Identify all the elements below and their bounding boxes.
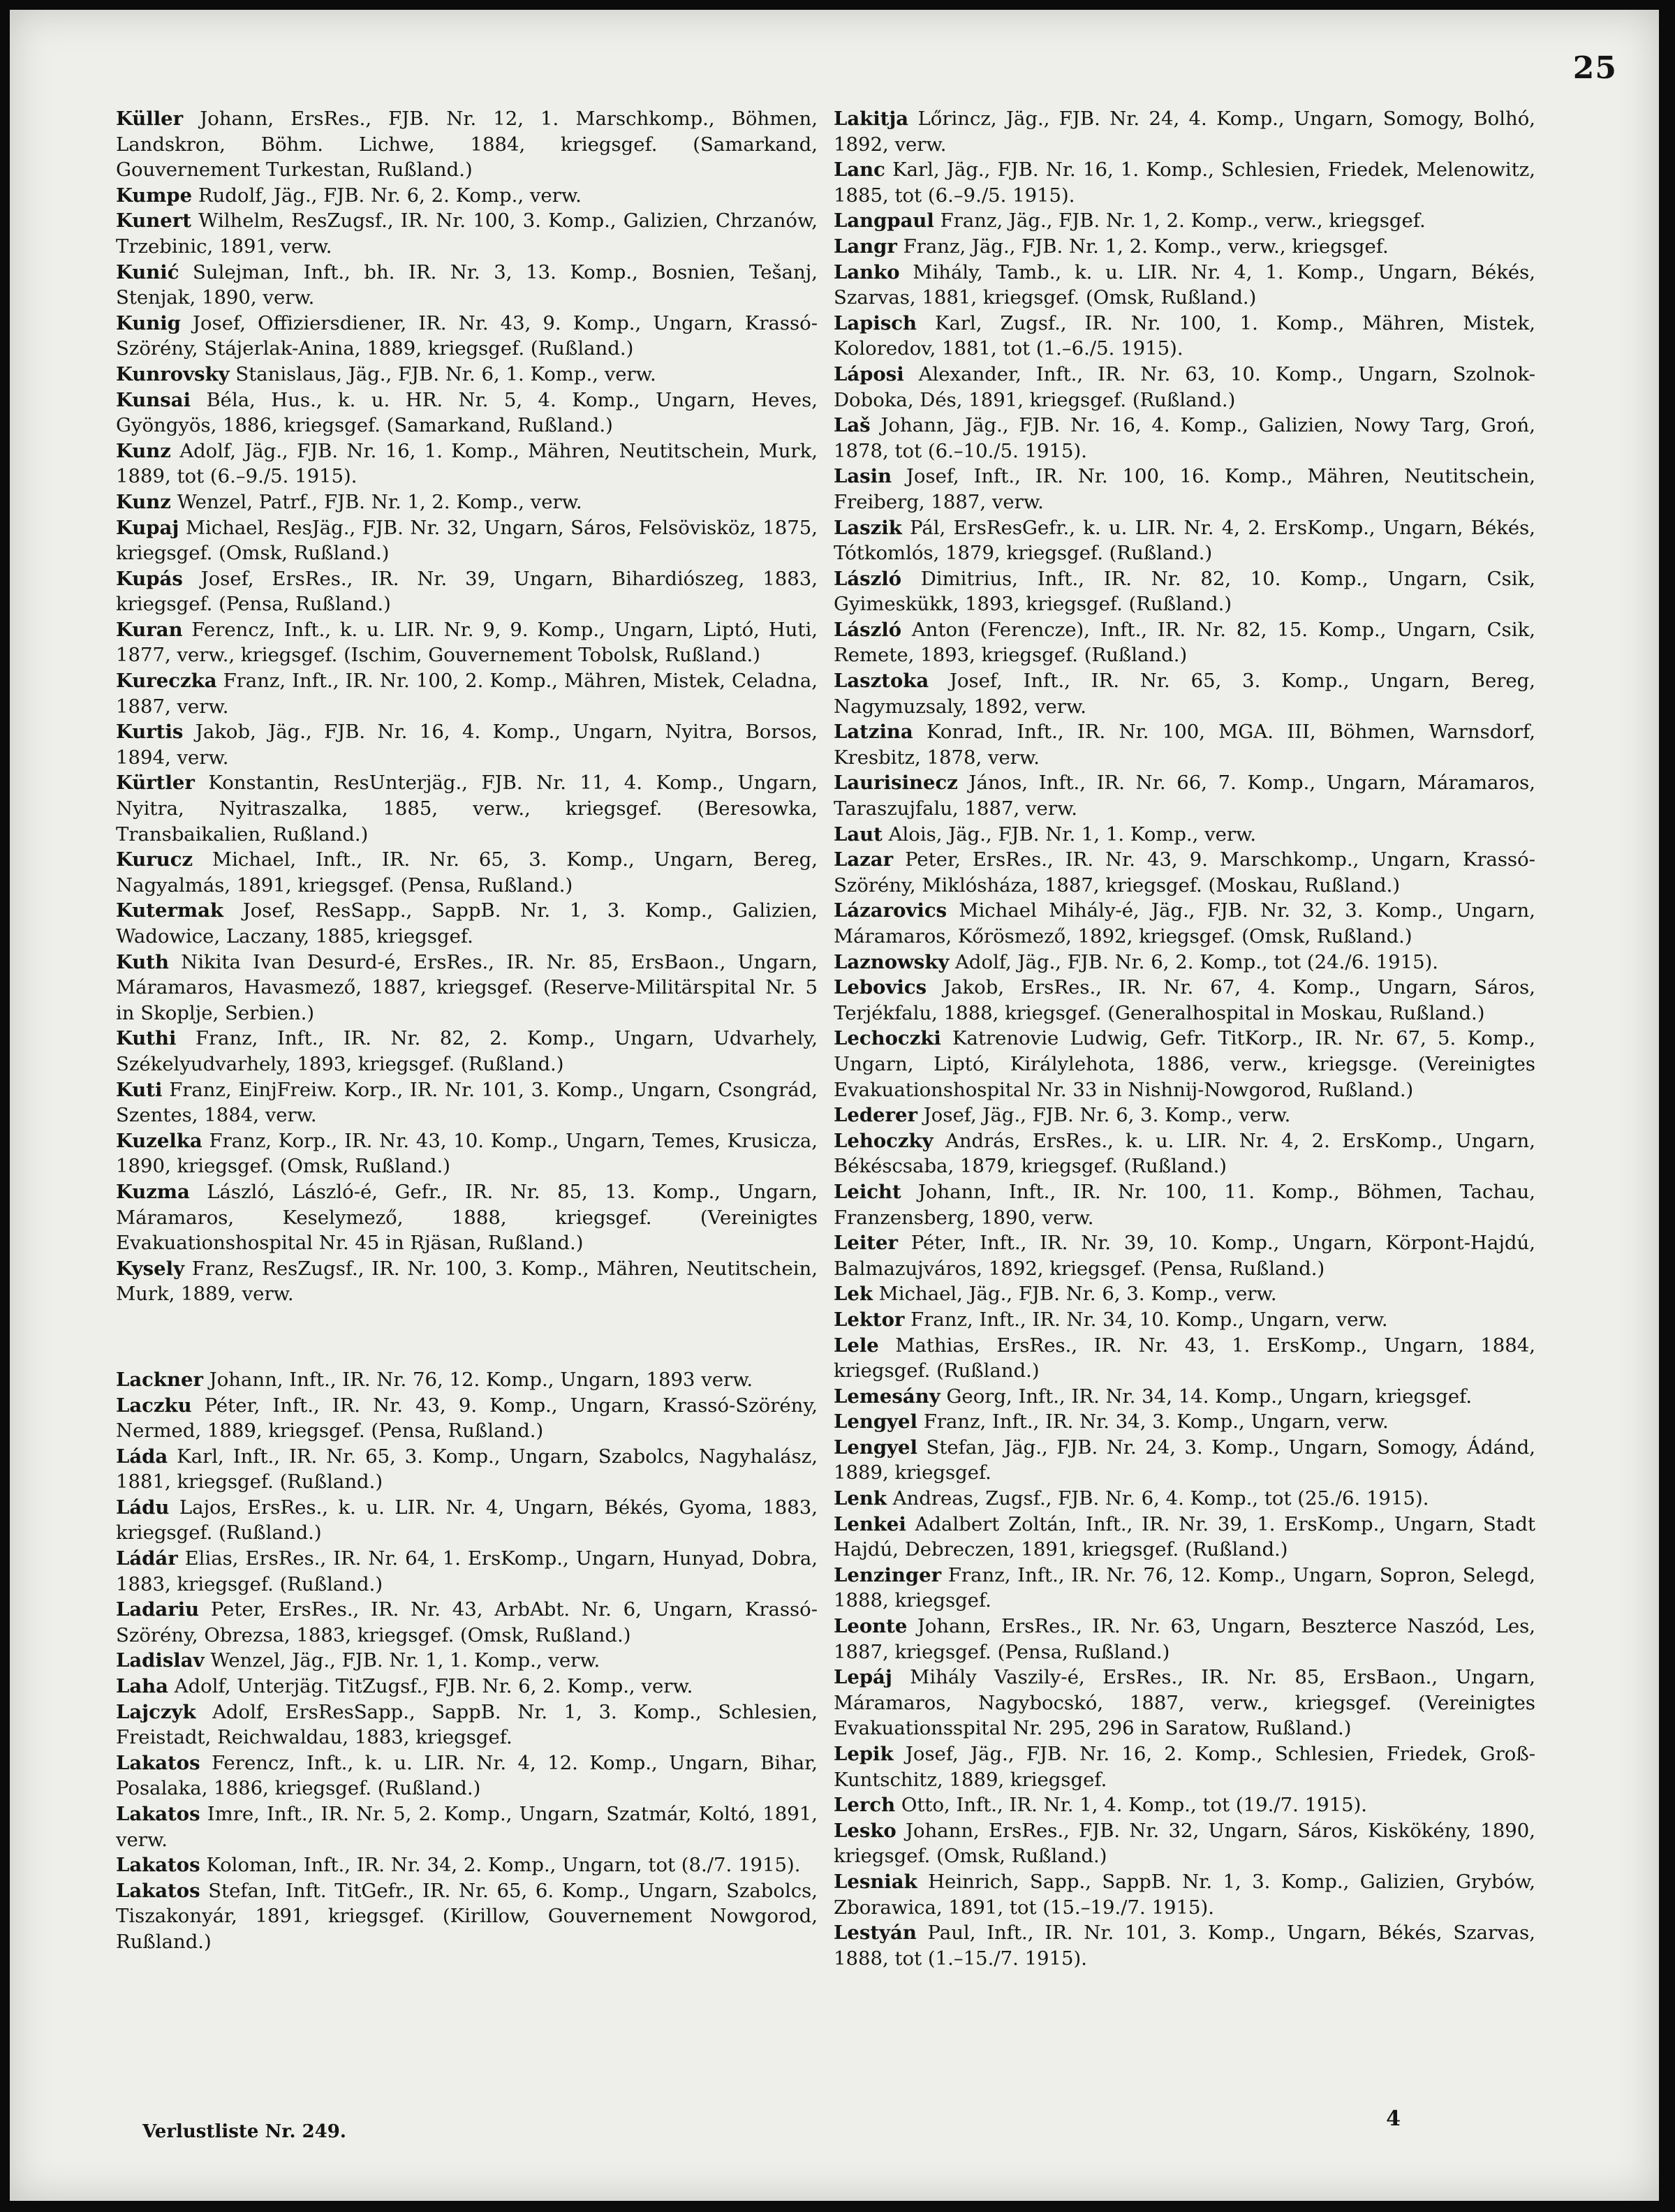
entry-details: Adolf, Unterjäg. TitZugsf., FJB. Nr. 6, 2. Komp., verw. bbox=[174, 1675, 693, 1698]
casualty-entry bbox=[116, 183, 818, 209]
entry-details: Pál, ErsResGefr., k. u. LIR. Nr. 4, 2. ErsKomp., Ungarn, Békés, Tótkomlós, 1879, kriegsgef. (Rußland.) bbox=[834, 516, 1535, 565]
entry-surname: Lesko bbox=[834, 1819, 896, 1842]
entry-details: Franz, Inft., IR. Nr. 34, 3. Komp., Ungarn, verw. bbox=[923, 1410, 1389, 1433]
entry-details: Heinrich, Sapp., SappB. Nr. 1, 3. Komp., Galizien, Grybów, Zborawica, 1891, tot (15.–19./7. 1915). bbox=[834, 1870, 1535, 1919]
casualty-entry bbox=[834, 234, 1535, 260]
casualty-entry bbox=[116, 1444, 818, 1495]
entry-surname: Lek bbox=[834, 1283, 873, 1306]
casualty-entry bbox=[116, 106, 818, 183]
entry-surname: Láposi bbox=[834, 362, 904, 385]
entry-surname: Kuthi bbox=[116, 1027, 177, 1050]
casualty-entry bbox=[834, 1741, 1535, 1792]
casualty-entry bbox=[834, 1307, 1535, 1333]
entry-details: Péter, Inft., IR. Nr. 39, 10. Komp., Ungarn, Körpont-Hajdú, Balmazujváros, 1892, kriegsgef. (Pensa, Rußland.) bbox=[834, 1232, 1535, 1280]
entry-surname: Kuth bbox=[116, 950, 169, 973]
casualty-entry bbox=[116, 617, 818, 668]
entry-details: Stefan, Jäg., FJB. Nr. 24, 3. Komp., Ungarn, Somogy, Ádánd, 1889, kriegsgef. bbox=[834, 1436, 1535, 1484]
entry-surname: Ládu bbox=[116, 1496, 170, 1519]
entry-details: András, ErsRes., k. u. LIR. Nr. 4, 2. ErsKomp., Ungarn, Békéscsaba, 1879, kriegsgef. (Rußland.) bbox=[834, 1129, 1536, 1178]
casualty-entry bbox=[116, 1648, 818, 1674]
casualty-entry bbox=[834, 260, 1535, 311]
entry-details: Lajos, ErsRes., k. u. LIR. Nr. 4, Ungarn, Békés, Gyoma, 1883, kriegsgef. (Rußland.) bbox=[116, 1496, 818, 1544]
casualty-entry bbox=[834, 311, 1535, 362]
entry-surname: Ladislav bbox=[116, 1649, 205, 1672]
casualty-entry bbox=[834, 208, 1535, 234]
entry-details: Georg, Inft., IR. Nr. 34, 14. Komp., Ungarn, kriegsgef. bbox=[946, 1385, 1473, 1408]
entry-details: Karl, Jäg., FJB. Nr. 16, 1. Komp., Schlesien, Friedek, Melenowitz, 1885, tot (6.–9./5. 1915). bbox=[834, 158, 1535, 207]
casualty-entry bbox=[834, 1818, 1535, 1869]
entry-surname: Kumpe bbox=[116, 184, 193, 207]
entry-surname: Kuti bbox=[116, 1078, 163, 1101]
entry-surname: Kureczka bbox=[116, 670, 217, 693]
casualty-entry bbox=[834, 1103, 1535, 1128]
entry-details: Stefan, Inft. TitGefr., IR. Nr. 65, 6. Komp., Ungarn, Szabolcs, Tiszakonyár, 1891, kriegsgef. (Kirillow, Gouvernement Nowgorod, Rußland.) bbox=[116, 1879, 818, 1953]
entry-surname: Kürtler bbox=[116, 772, 195, 795]
casualty-entry bbox=[834, 950, 1535, 975]
entry-surname: Lakitja bbox=[834, 108, 909, 130]
casualty-entry bbox=[116, 1128, 818, 1179]
section-gap bbox=[116, 1307, 818, 1367]
entry-details: Péter, Inft., IR. Nr. 43, 9. Komp., Ungarn, Krassó-Szörény, Nermed, 1889, kriegsgef. (Pensa, Rußland.) bbox=[116, 1394, 818, 1443]
entry-details: Andreas, Zugsf., FJB. Nr. 6, 4. Komp., tot (25./6. 1915). bbox=[892, 1487, 1429, 1510]
entry-details: Adolf, Jäg., FJB. Nr. 16, 1. Komp., Mähren, Neutitschein, Murk, 1889, tot (6.–9./5. 1915). bbox=[116, 439, 818, 488]
casualty-entry bbox=[834, 515, 1535, 566]
casualty-entry bbox=[834, 1614, 1535, 1665]
entry-details: Peter, ErsRes., IR. Nr. 43, 9. Marschkomp., Ungarn, Krassó-Szörény, Miklósháza, 1887, kriegsgef. (Moskau, Rußland.) bbox=[834, 848, 1535, 897]
entry-details: Johann, Inft., IR. Nr. 100, 11. Komp., Böhmen, Tachau, Franzensberg, 1890, verw. bbox=[834, 1180, 1535, 1229]
entry-details: Otto, Inft., IR. Nr. 1, 4. Komp., tot (19./7. 1915). bbox=[901, 1794, 1368, 1817]
casualty-entry bbox=[834, 106, 1535, 157]
entry-surname: Lengyel bbox=[834, 1410, 917, 1433]
entry-surname: Lazar bbox=[834, 848, 894, 871]
casualty-entry bbox=[116, 950, 818, 1026]
entry-details: Michael, ResJäg., FJB. Nr. 32, Ungarn, Sáros, Felsövisköz, 1875, kriegsgef. (Omsk, Rußland.) bbox=[116, 516, 818, 565]
entry-surname: Kupaj bbox=[116, 516, 179, 539]
entry-surname: Lakatos bbox=[116, 1803, 200, 1825]
entry-surname: Kupás bbox=[116, 567, 183, 590]
entry-details: Ferencz, Inft., k. u. LIR. Nr. 4, 12. Komp., Ungarn, Bihar, Posalaka, 1886, kriegsgef. (Rußland.) bbox=[116, 1751, 818, 1800]
entry-details: Franz, Inft., IR. Nr. 76, 12. Komp., Ungarn, Sopron, Selegd, 1888, kriegsgef. bbox=[834, 1563, 1535, 1612]
entry-details: Alexander, Inft., IR. Nr. 63, 10. Komp., Ungarn, Szolnok-Doboka, Dés, 1891, kriegsgef. (Rußland.) bbox=[834, 362, 1535, 411]
casualty-entry bbox=[116, 1674, 818, 1699]
entry-details: Franz, Inft., IR. Nr. 100, 2. Komp., Mähren, Mistek, Celadna, 1887, verw. bbox=[116, 670, 818, 718]
entry-surname: Lakatos bbox=[116, 1751, 200, 1774]
entry-details: Michael, Jäg., FJB. Nr. 6, 3. Komp., verw. bbox=[878, 1283, 1277, 1306]
entry-surname: Lepik bbox=[834, 1743, 894, 1765]
entry-details: Jakob, ErsRes., IR. Nr. 67, 4. Komp., Ungarn, Sáros, Terjékfalu, 1888, kriegsgef. (Generalhospital in Moskau, Rußland.) bbox=[834, 976, 1535, 1024]
entry-details: Franz, Inft., IR. Nr. 34, 10. Komp., Ungarn, verw. bbox=[910, 1308, 1388, 1331]
entry-details: Franz, Jäg., FJB. Nr. 1, 2. Komp., verw., kriegsgef. bbox=[940, 209, 1426, 233]
entry-details: Béla, Hus., k. u. HR. Nr. 5, 4. Komp., Ungarn, Heves, Gyöngyös, 1886, kriegsgef. (Samarkand, Rußland.) bbox=[116, 388, 818, 437]
entry-surname: Kuran bbox=[116, 618, 183, 641]
entry-details: Franz, EinjFreiw. Korp., IR. Nr. 101, 3. Komp., Ungarn, Csongrád, Szentes, 1884, verw. bbox=[116, 1078, 818, 1127]
casualty-entry bbox=[834, 1665, 1535, 1741]
entry-details: Elias, ErsRes., IR. Nr. 64, 1. ErsKomp., Ungarn, Hunyad, Dobra, 1883, kriegsgef. (Rußland.) bbox=[116, 1547, 818, 1595]
entry-surname: Lanc bbox=[834, 158, 885, 182]
entry-surname: Lapisch bbox=[834, 311, 917, 334]
entry-details: Josef, Jäg., FJB. Nr. 6, 3. Komp., verw. bbox=[923, 1104, 1291, 1127]
entry-surname: Lenk bbox=[834, 1487, 887, 1510]
entry-surname: Lehoczky bbox=[834, 1129, 934, 1152]
casualty-entry bbox=[116, 208, 818, 259]
entry-details: Adolf, ErsResSapp., SappB. Nr. 1, 3. Komp., Schlesien, Freistadt, Reichwaldau, 1883, kriegsgef. bbox=[116, 1700, 818, 1749]
entry-details: Franz, Inft., IR. Nr. 82, 2. Komp., Ungarn, Udvarhely, Székelyudvarhely, 1893, kriegsgef. (Rußland.) bbox=[116, 1027, 818, 1075]
entry-surname: Laut bbox=[834, 823, 883, 846]
casualty-entry bbox=[834, 719, 1535, 770]
entry-details: Johann, Jäg., FJB. Nr. 16, 4. Komp., Galizien, Nowy Targ, Groń, 1878, tot (6.–10./5. 1915). bbox=[834, 414, 1535, 462]
casualty-entry bbox=[834, 1435, 1535, 1486]
entry-details: Nikita Ivan Desurd-é, ErsRes., IR. Nr. 85, ErsBaon., Ungarn, Máramaros, Havasmező, 1887, kriegsgef. (Reserve-Militärspital Nr. 5 in Skoplje, Serbien.) bbox=[116, 950, 818, 1024]
entry-surname: Langpaul bbox=[834, 209, 934, 233]
entry-surname: Kutermak bbox=[116, 899, 223, 922]
casualty-entry bbox=[834, 617, 1535, 668]
casualty-entry bbox=[834, 1792, 1535, 1818]
entry-surname: Lasin bbox=[834, 465, 892, 488]
entry-details: Konrad, Inft., IR. Nr. 100, MGA. III, Böhmen, Warnsdorf, Kresbitz, 1878, verw. bbox=[834, 721, 1535, 769]
entry-details: Ferencz, Inft., k. u. LIR. Nr. 9, 9. Komp., Ungarn, Liptó, Huti, 1877, verw., kriegsgef. (Ischim, Gouvernement Tobolsk, Rußland.) bbox=[116, 618, 818, 667]
entry-surname: Kunić bbox=[116, 260, 179, 283]
entry-details: Wenzel, Jäg., FJB. Nr. 1, 1. Komp., verw. bbox=[210, 1649, 600, 1672]
casualty-entry bbox=[116, 898, 818, 949]
casualty-entry bbox=[834, 157, 1535, 208]
entry-details: Rudolf, Jäg., FJB. Nr. 6, 2. Komp., verw. bbox=[198, 184, 582, 207]
entry-surname: Leicht bbox=[834, 1180, 901, 1203]
entry-surname: Küller bbox=[116, 108, 184, 130]
casualty-entry bbox=[116, 1495, 818, 1546]
entry-surname: Lackner bbox=[116, 1368, 203, 1391]
entry-details: Wilhelm, ResZugsf., IR. Nr. 100, 3. Komp., Galizien, Chrzanów, Trzebinic, 1891, verw. bbox=[116, 209, 818, 258]
entry-details: Imre, Inft., IR. Nr. 5, 2. Komp., Ungarn, Szatmár, Koltó, 1891, verw. bbox=[116, 1803, 818, 1851]
entry-surname: Lasztoka bbox=[834, 670, 929, 693]
entry-details: Mihály Vaszily-é, ErsRes., IR. Nr. 85, ErsBaon., Ungarn, Máramaros, Nagybocskó, 1887, verw., kriegsgef. (Vereinigtes Evakuationsspital Nr. 295, 296 in Saratow, Rußland.) bbox=[834, 1666, 1535, 1740]
casualty-entry bbox=[116, 1546, 818, 1597]
casualty-entry bbox=[116, 566, 818, 617]
left-column bbox=[116, 106, 818, 1955]
casualty-entry bbox=[834, 1384, 1535, 1410]
entry-surname: Laszik bbox=[834, 516, 902, 539]
right-column bbox=[834, 106, 1535, 1971]
document-page bbox=[10, 10, 1659, 2201]
entry-details: János, Inft., IR. Nr. 66, 7. Komp., Ungarn, Máramaros, Taraszujfalu, 1887, verw. bbox=[834, 772, 1535, 820]
casualty-entry bbox=[116, 1699, 818, 1750]
entry-details: Anton (Ferencze), Inft., IR. Nr. 82, 15. Komp., Ungarn, Csik, Remete, 1893, kriegsgef. (Rußland.) bbox=[834, 618, 1535, 667]
entry-details: Franz, Jäg., FJB. Nr. 1, 2. Komp., verw., kriegsgef. bbox=[903, 235, 1389, 258]
entry-details: Josef, ErsRes., IR. Nr. 39, Ungarn, Bihardiószeg, 1883, kriegsgef. (Pensa, Rußland.) bbox=[116, 567, 818, 616]
casualty-entry bbox=[834, 1920, 1535, 1971]
entry-details: Sulejman, Inft., bh. IR. Nr. 3, 13. Komp., Bosnien, Tešanj, Stenjak, 1890, verw. bbox=[116, 260, 818, 309]
entry-details: Jakob, Jäg., FJB. Nr. 16, 4. Komp., Ungarn, Nyitra, Borsos, 1894, verw. bbox=[116, 721, 818, 769]
entry-details: Katrenovie Ludwig, Gefr. TitKorp., IR. Nr. 67, 5. Komp., Ungarn, Liptó, Királylehota, 1886, verw., kriegsge. (Vereinigtes Evakuationshospital Nr. 33 in Nishnij-Nowgorod, Rußland.) bbox=[834, 1027, 1535, 1101]
entry-surname: Laš bbox=[834, 414, 871, 437]
entry-details: Alois, Jäg., FJB. Nr. 1, 1. Komp., verw. bbox=[888, 823, 1257, 846]
casualty-entry bbox=[116, 1801, 818, 1852]
entry-details: Josef, Inft., IR. Nr. 100, 16. Komp., Mähren, Neutitschein, Freiberg, 1887, verw. bbox=[834, 465, 1535, 513]
page-number: 25 bbox=[1572, 50, 1617, 86]
entry-surname: Langr bbox=[834, 235, 897, 258]
entry-surname: Kunrovsky bbox=[116, 362, 230, 385]
entry-surname: Kunig bbox=[116, 311, 181, 334]
entry-details: Johann, ErsRes., IR. Nr. 63, Ungarn, Beszterce Naszód, Les, 1887, kriegsgef. (Pensa, Rußland.) bbox=[834, 1615, 1536, 1663]
entry-surname: Láda bbox=[116, 1445, 168, 1468]
entry-details: Mihály, Tamb., k. u. LIR. Nr. 4, 1. Komp., Ungarn, Békés, Szarvas, 1881, kriegsgef. (Omsk, Rußland.) bbox=[834, 260, 1535, 309]
casualty-entry bbox=[834, 822, 1535, 848]
entry-surname: Lakatos bbox=[116, 1879, 200, 1902]
entry-details: Johann, Inft., IR. Nr. 76, 12. Komp., Ungarn, 1893 verw. bbox=[209, 1368, 753, 1391]
entry-surname: Lenzinger bbox=[834, 1563, 942, 1586]
entry-surname: Leiter bbox=[834, 1232, 898, 1255]
entry-surname: Kuzma bbox=[116, 1180, 190, 1203]
casualty-entry bbox=[116, 1393, 818, 1444]
entry-details: Lőrincz, Jäg., FJB. Nr. 24, 4. Komp., Ungarn, Somogy, Bolhó, 1892, verw. bbox=[834, 108, 1536, 156]
entry-surname: Lestyán bbox=[834, 1922, 917, 1945]
entry-surname: Ládár bbox=[116, 1547, 178, 1570]
entry-surname: Lesniak bbox=[834, 1870, 917, 1893]
entry-surname: Lajczyk bbox=[116, 1700, 196, 1723]
casualty-entry bbox=[116, 1878, 818, 1955]
casualty-entry bbox=[116, 1367, 818, 1393]
entry-surname: Lenkei bbox=[834, 1512, 906, 1535]
entry-surname: Lebovics bbox=[834, 976, 927, 999]
entry-surname: Kunz bbox=[116, 439, 171, 462]
casualty-entry bbox=[834, 1333, 1535, 1384]
casualty-entry bbox=[116, 668, 818, 719]
casualty-entry bbox=[116, 1750, 818, 1801]
entry-surname: Laurisinecz bbox=[834, 772, 958, 795]
entry-surname: Lechoczki bbox=[834, 1027, 941, 1050]
casualty-entry bbox=[116, 847, 818, 898]
entry-details: Johann, ErsRes., FJB. Nr. 12, 1. Marschkomp., Böhmen, Landskron, Böhm. Lichwe, 1884, kriegsgef. (Samarkand, Gouvernement Turkestan, Rußland.) bbox=[116, 108, 818, 182]
entry-details: László, László-é, Gefr., IR. Nr. 85, 13. Komp., Ungarn, Máramaros, Keselymező, 1888, kriegsgef. (Vereinigtes Evakuationshospital Nr. 45 in Rjäsan, Rußland.) bbox=[116, 1180, 818, 1255]
casualty-entry bbox=[116, 515, 818, 566]
entry-surname: Lektor bbox=[834, 1308, 905, 1331]
casualty-entry bbox=[116, 311, 818, 362]
casualty-entry bbox=[834, 1281, 1535, 1307]
entry-surname: László bbox=[834, 618, 902, 641]
casualty-entry bbox=[116, 362, 818, 388]
casualty-entry bbox=[116, 719, 818, 770]
casualty-entry bbox=[116, 388, 818, 438]
entry-details: Adolf, Jäg., FJB. Nr. 6, 2. Komp., tot (24./6. 1915). bbox=[955, 950, 1439, 973]
casualty-entry bbox=[834, 1179, 1535, 1230]
casualty-entry bbox=[834, 413, 1535, 464]
entry-surname: Lázarovics bbox=[834, 899, 947, 922]
entry-details: Adalbert Zoltán, Inft., IR. Nr. 39, 1. ErsKomp., Ungarn, Stadt Hajdú, Debreczen, 1891, kriegsgef. (Rußland.) bbox=[834, 1512, 1535, 1561]
entry-details: Koloman, Inft., IR. Nr. 34, 2. Komp., Ungarn, tot (8./7. 1915). bbox=[206, 1854, 801, 1877]
entry-surname: Kunert bbox=[116, 209, 191, 233]
casualty-entry bbox=[834, 975, 1535, 1026]
entry-details: Mathias, ErsRes., IR. Nr. 43, 1. ErsKomp., Ungarn, 1884, kriegsgef. (Rußland.) bbox=[834, 1334, 1536, 1382]
entry-surname: Laczku bbox=[116, 1394, 192, 1417]
entry-surname: Kunz bbox=[116, 490, 171, 513]
entry-surname: Kurtis bbox=[116, 721, 184, 744]
entry-surname: Lanko bbox=[834, 260, 900, 283]
entry-details: Karl, Zugsf., IR. Nr. 100, 1. Komp., Mähren, Mistek, Koloredov, 1881, tot (1.–6./5. 1915). bbox=[834, 311, 1535, 360]
entry-surname: Kuzelka bbox=[116, 1129, 202, 1152]
entry-details: Paul, Inft., IR. Nr. 101, 3. Komp., Ungarn, Békés, Szarvas, 1888, tot (1.–15./7. 1915). bbox=[834, 1922, 1535, 1970]
casualty-entry bbox=[834, 1409, 1535, 1435]
casualty-entry bbox=[834, 1512, 1535, 1563]
entry-surname: Latzina bbox=[834, 721, 913, 744]
entry-details: Franz, ResZugsf., IR. Nr. 100, 3. Komp., Mähren, Neutitschein, Murk, 1889, verw. bbox=[116, 1257, 818, 1306]
casualty-entry bbox=[834, 1869, 1535, 1920]
entry-details: Konstantin, ResUnterjäg., FJB. Nr. 11, 4. Komp., Ungarn, Nyitra, Nyitraszalka, 1885, verw., kriegsgef. (Beresowka, Transbaikalien, Rußland.) bbox=[116, 772, 818, 846]
casualty-entry bbox=[834, 1486, 1535, 1512]
entry-surname: László bbox=[834, 567, 902, 590]
entry-details: Josef, Jäg., FJB. Nr. 16, 2. Komp., Schlesien, Friedek, Groß-Kuntschitz, 1889, kriegsgef. bbox=[834, 1743, 1535, 1791]
casualty-entry bbox=[834, 1128, 1535, 1179]
entry-details: Dimitrius, Inft., IR. Nr. 82, 10. Komp., Ungarn, Csik, Gyimeskükk, 1893, kriegsgef. (Rußland.) bbox=[834, 567, 1535, 616]
entry-details: Wenzel, Patrf., FJB. Nr. 1, 2. Komp., verw. bbox=[177, 490, 582, 513]
casualty-entry bbox=[834, 566, 1535, 617]
casualty-entry bbox=[834, 898, 1535, 949]
entry-surname: Lele bbox=[834, 1334, 879, 1357]
entry-surname: Laznowsky bbox=[834, 950, 950, 973]
entry-surname: Ladariu bbox=[116, 1598, 200, 1621]
entry-details: Peter, ErsRes., IR. Nr. 43, ArbAbt. Nr. 6, Ungarn, Krassó-Szörény, Obrezsa, 1883, kriegsgef. (Omsk, Rußland.) bbox=[116, 1598, 818, 1646]
entry-surname: Lemesány bbox=[834, 1385, 940, 1408]
entry-surname: Lakatos bbox=[116, 1854, 200, 1877]
casualty-entry bbox=[834, 770, 1535, 821]
casualty-entry bbox=[116, 1179, 818, 1256]
casualty-entry bbox=[834, 1026, 1535, 1103]
list-label: Verlustliste Nr. 249. bbox=[142, 2121, 346, 2142]
entry-details: Josef, Inft., IR. Nr. 65, 3. Komp., Ungarn, Bereg, Nagymuzsaly, 1892, verw. bbox=[834, 670, 1535, 718]
entry-surname: Kysely bbox=[116, 1257, 185, 1280]
casualty-entry bbox=[116, 1597, 818, 1648]
entry-details: Johann, ErsRes., FJB. Nr. 32, Ungarn, Sáros, Kiskökény, 1890, kriegsgef. (Omsk, Rußland.) bbox=[834, 1819, 1536, 1868]
casualty-entry bbox=[834, 847, 1535, 898]
casualty-entry bbox=[116, 770, 818, 847]
casualty-entry bbox=[116, 489, 818, 515]
casualty-entry bbox=[834, 1230, 1535, 1281]
entry-details: Josef, ResSapp., SappB. Nr. 1, 3. Komp., Galizien, Wadowice, Laczany, 1885, kriegsgef. bbox=[116, 899, 818, 948]
entry-surname: Leonte bbox=[834, 1615, 908, 1638]
entry-surname: Kurucz bbox=[116, 848, 193, 871]
entry-surname: Kunsai bbox=[116, 388, 191, 411]
casualty-entry bbox=[116, 1077, 818, 1128]
casualty-entry bbox=[116, 1256, 818, 1307]
sheet-number: 4 bbox=[1386, 2107, 1401, 2131]
entry-details: Michael Mihály-é, Jäg., FJB. Nr. 32, 3. Komp., Ungarn, Máramaros, Kőrösmező, 1892, kriegsgef. (Omsk, Rußland.) bbox=[834, 899, 1535, 948]
casualty-entry bbox=[834, 668, 1535, 719]
casualty-entry bbox=[116, 438, 818, 489]
entry-details: Karl, Inft., IR. Nr. 65, 3. Komp., Ungarn, Szabolcs, Nagyhalász, 1881, kriegsgef. (Rußland.) bbox=[116, 1445, 818, 1494]
casualty-entry bbox=[834, 1563, 1535, 1614]
casualty-entry bbox=[834, 464, 1535, 515]
casualty-entry bbox=[116, 1852, 818, 1878]
casualty-entry bbox=[116, 1026, 818, 1077]
entry-details: Michael, Inft., IR. Nr. 65, 3. Komp., Ungarn, Bereg, Nagyalmás, 1891, kriegsgef. (Pensa, Rußland.) bbox=[116, 848, 818, 897]
entry-surname: Lepáj bbox=[834, 1666, 892, 1689]
entry-details: Franz, Korp., IR. Nr. 43, 10. Komp., Ungarn, Temes, Krusicza, 1890, kriegsgef. (Omsk, Rußland.) bbox=[116, 1129, 818, 1178]
entry-details: Stanislaus, Jäg., FJB. Nr. 6, 1. Komp., verw. bbox=[235, 362, 656, 385]
casualty-entry bbox=[834, 362, 1535, 413]
entry-details: Josef, Offiziersdiener, IR. Nr. 43, 9. Komp., Ungarn, Krassó-Szörény, Stájerlak-Anina, 1889, kriegsgef. (Rußland.) bbox=[116, 311, 818, 360]
entry-surname: Lerch bbox=[834, 1794, 896, 1817]
entry-surname: Lederer bbox=[834, 1104, 918, 1127]
entry-surname: Lengyel bbox=[834, 1436, 917, 1459]
casualty-entry bbox=[116, 260, 818, 311]
entry-surname: Laha bbox=[116, 1675, 168, 1698]
